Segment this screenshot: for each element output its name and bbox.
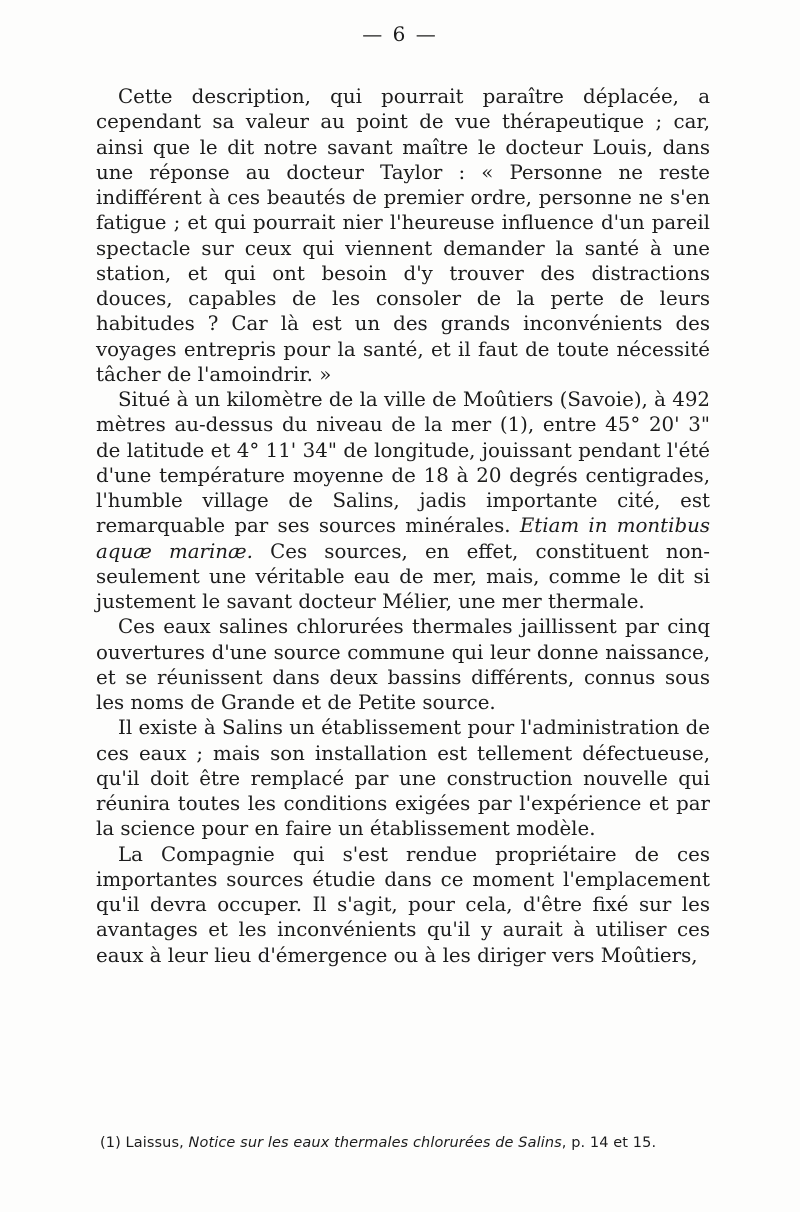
paragraph-company: La Compagnie qui s'est rendue propriétaire de ces importantes sources étudie dans ce moment l'emplacement qu'il devra occuper. Il s'agit, pour cela, d'être fixé sur les avantages et les inconvénients qu'il y aurait à utiliser ces eaux à leur lieu d'émergence ou à les diriger vers Moûtiers, bbox=[96, 842, 710, 967]
paragraph-establishment: Il existe à Salins un établissement pour l'administration de ces eaux ; mais son installation est tellement défectueuse, qu'il doit être remplacé par une construction nouvelle qui réunira toutes les conditions exigées par l'expérience et par la science pour en faire un établissement modèle. bbox=[96, 716, 710, 841]
footnote-author: Laissus, bbox=[120, 1135, 189, 1151]
paragraph-location bbox=[96, 387, 710, 614]
latin-quote: Etiam in montibus aquæ marinæ. bbox=[96, 514, 710, 563]
page-number: — 6 — bbox=[362, 22, 438, 46]
footnote bbox=[100, 1135, 720, 1151]
footnote-marker: (1) bbox=[100, 1135, 121, 1151]
footnote-pages: , p. 14 et 15. bbox=[561, 1135, 657, 1151]
footnote-title: Notice sur les eaux thermales chlorurées de Salins bbox=[188, 1135, 562, 1151]
paragraph-description: Cette description, qui pourrait paraître déplacée, a cependant sa valeur au point de vue thérapeutique ; car, ainsi que le dit notre savant maître le docteur Louis, dans une réponse au docteur Taylor : « Personne ne reste indifférent à ces beautés de premier ordre, personne ne s'en fatigue ; et qui pourrait nier l'heureuse influence d'un pareil spectacle sur ceux qui viennent demander la santé à une station, et qui ont besoin d'y trouver des distractions douces, capables de les consoler de la perte de leurs habitudes ? Car là est un des grands inconvénients des voyages entrepris pour la santé, et il faut de toute nécessité tâcher de l'amoindrir. » bbox=[96, 85, 710, 386]
location-text-continued: Ces sources, en effet, constituent non-seulement une véritable eau de mer, mais, comme le dit si justement le savant docteur Mélier, une mer thermale. bbox=[96, 539, 710, 613]
paragraph-sources: Ces eaux salines chlorurées thermales jaillissent par cinq ouvertures d'une source commune qui leur donne naissance, et se réunissent dans deux bassins différents, connus sous les noms de Grande et de Petite source. bbox=[96, 615, 710, 714]
location-text: Situé à un kilomètre de la ville de Moûtiers (Savoie), à 492 mètres au-dessus du niveau de la mer (1), entre 45° 20' 3" de latitude et 4° 11' 34" de longitude, jouissant pendant l'été d'une température moyenne de 18 à 20 degrés centigrades, l'humble village de Salins, jadis importante cité, est remarquable par ses sources minérales. bbox=[96, 388, 710, 538]
body-text bbox=[96, 84, 710, 968]
